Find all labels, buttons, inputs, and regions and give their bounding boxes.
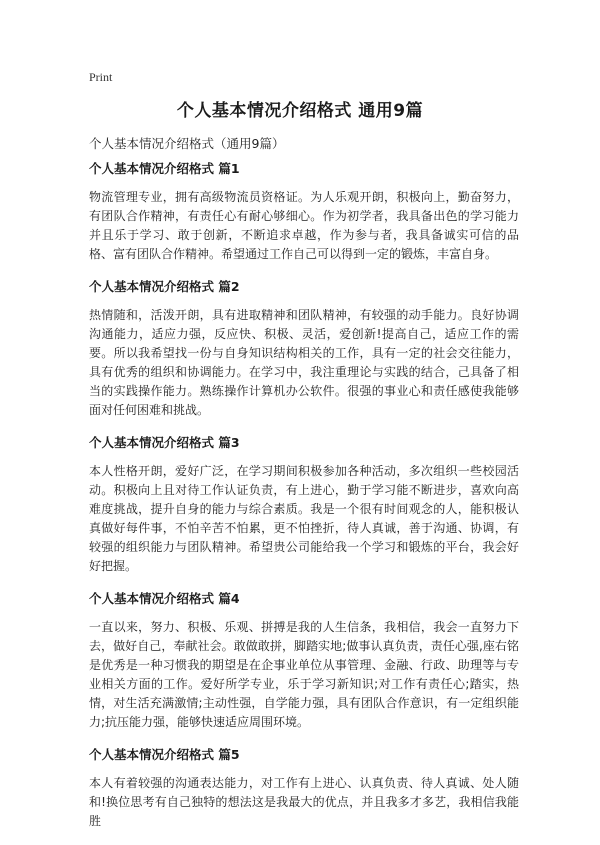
page-title: 个人基本情况介绍格式 通用9篇 (176, 101, 424, 121)
section-heading: 个人基本情况介绍格式 篇3 (89, 435, 240, 450)
section-heading: 个人基本情况介绍格式 篇1 (89, 161, 240, 176)
section-heading: 个人基本情况介绍格式 篇5 (89, 747, 240, 762)
section-3 (89, 434, 519, 576)
section-heading: 个人基本情况介绍格式 篇2 (89, 279, 240, 294)
section-body: 本人有着较强的沟通表达能力，对工作有上进心、认真负责、待人真诚、处人随和!换位思考有自己独特的想法这是我最大的优点，并且我多才多艺，我相信我能胜 (89, 776, 519, 828)
section-heading: 个人基本情况介绍格式 篇4 (89, 591, 240, 606)
section-5 (89, 746, 519, 831)
section-2 (89, 278, 519, 420)
section-body: 物流管理专业，拥有高级物流员资格证。为人乐观开朗，积极向上，勤奋努力，有团队合作精神，有责任心有耐心够细心。作为初学者，我具备出色的学习能力并且乐于学习、敢于创新，不断追求卓越，作为参与者，我具备诚实可信的品格、富有团队合作精神。希望通过工作自己可以得到一定的锻炼，丰富自身。 (89, 190, 519, 261)
section-body: 热情随和，活泼开朗，具有进取精神和团队精神，有较强的动手能力。良好协调沟通能力，适应力强，反应快、积极、灵活，爱创新!提高自己，适应工作的需要。所以我希望找一份与自身知识结构相关的工作，具有一定的社会交往能力，具有优秀的组织和协调能力。在学习中，我注重理论与实践的结合，己具备了相当的实践操作能力。熟练操作计算机办公软件。很强的事业心和责任感使我能够面对任何困难和挑战。 (89, 308, 519, 417)
print-label[interactable]: Print (89, 70, 113, 84)
section-1 (89, 160, 519, 264)
document-subtitle: 个人基本情况介绍格式（通用9篇） (89, 136, 285, 151)
document-content (89, 160, 519, 845)
section-body: 本人性格开朗，爱好广泛，在学习期间积极参加各种活动，多次组织一些校园活动。积极向上且对待工作认证负责，有上进心，勤于学习能不断进步，喜欢向高难度挑战，提升自身的能力与综合素质。我是一个很有时间观念的人，能积极认真做好每件事，不怕辛苦不怕累，更不怕挫折，待人真诚，善于沟通、协调，有较强的组织能力与团队精神。希望贵公司能给我一个学习和锻炼的平台，我会好好把握。 (89, 464, 519, 573)
section-body: 一直以来，努力、积极、乐观、拼搏是我的人生信条，我相信，我会一直努力下去，做好自己，奉献社会。敢做敢拼，脚踏实地;做事认真负责，责任心强,座右铭是优秀是一种习惯我的期望是在企事业单位从事管理、金融、行政、助理等与专业相关方面的工作。爱好所学专业，乐于学习新知识;对工作有责任心;踏实，热情，对生活充满激情;主动性强，自学能力强，具有团队合作意识，有一定组织能力;抗压能力强，能够快速适应周围环境。 (89, 620, 519, 729)
section-4 (89, 590, 519, 732)
